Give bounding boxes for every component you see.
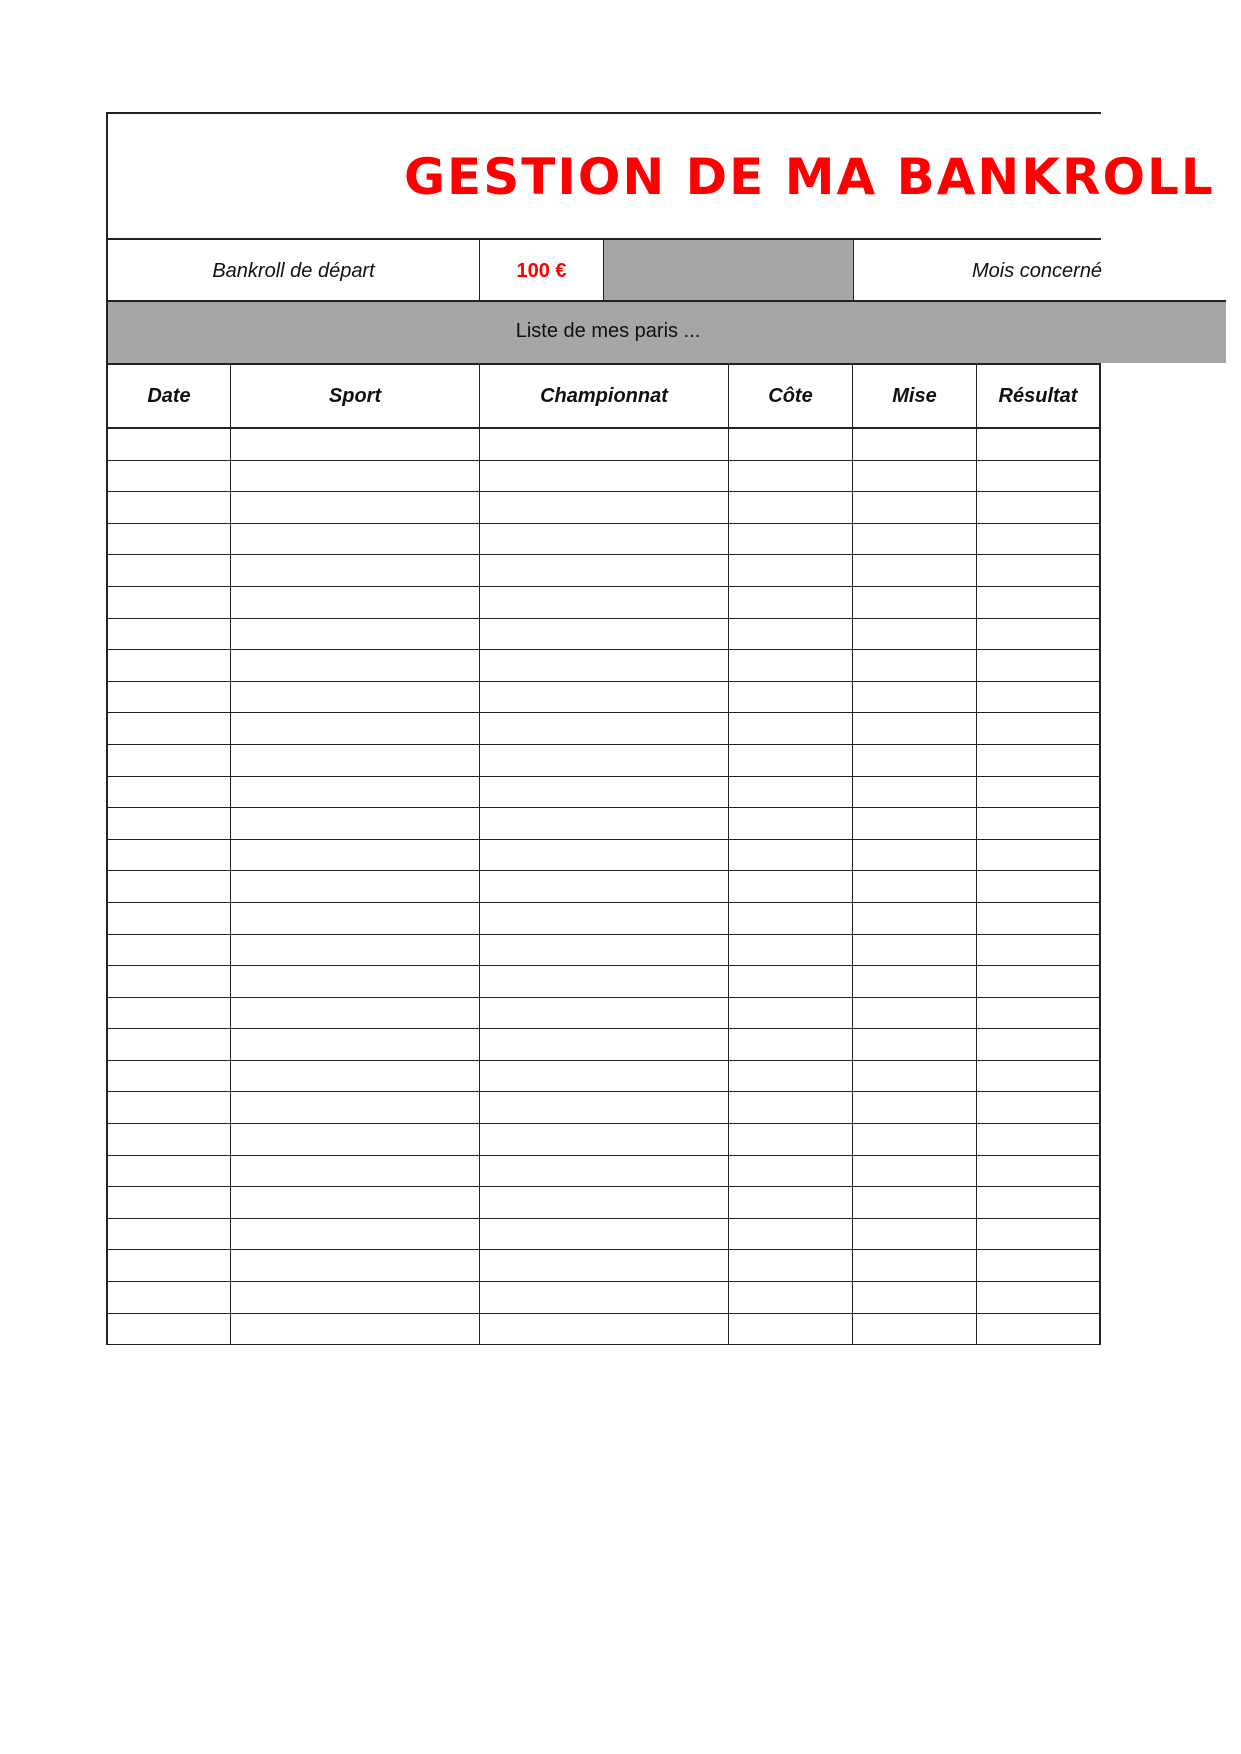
table-cell[interactable] (728, 1061, 852, 1092)
table-cell[interactable] (728, 524, 852, 555)
table-cell[interactable] (230, 935, 479, 966)
table-cell[interactable] (230, 1282, 479, 1313)
table-cell[interactable] (852, 650, 976, 681)
month-label: Mois concerné (853, 240, 1153, 302)
table-cell[interactable] (230, 492, 479, 523)
table-cell[interactable] (479, 871, 728, 902)
table-cell[interactable] (106, 555, 230, 586)
table-cell[interactable] (852, 492, 976, 523)
table-cell[interactable] (479, 587, 728, 618)
table-cell[interactable] (852, 871, 976, 902)
table-cell[interactable] (728, 1219, 852, 1250)
column-header: Championnat (479, 365, 728, 427)
table-cell[interactable] (479, 1124, 728, 1155)
table-cell[interactable] (106, 1029, 230, 1060)
table-cell[interactable] (106, 461, 230, 492)
column-header: Côte (728, 365, 852, 427)
table-cell[interactable] (728, 587, 852, 618)
table-cell[interactable] (852, 1092, 976, 1123)
table-cell[interactable] (479, 461, 728, 492)
table-row (106, 650, 1101, 682)
table-cell[interactable] (976, 840, 1101, 871)
table-cell[interactable] (230, 1250, 479, 1281)
table-cell[interactable] (728, 713, 852, 744)
table-row (106, 840, 1101, 872)
table-cell[interactable] (479, 840, 728, 871)
table-cell[interactable] (728, 1029, 852, 1060)
table-cell[interactable] (479, 1250, 728, 1281)
table-row (106, 777, 1101, 809)
table-cell[interactable] (106, 1314, 230, 1345)
column-header: Mise (852, 365, 976, 427)
table-cell[interactable] (976, 650, 1101, 681)
table-cell[interactable] (230, 1219, 479, 1250)
table-cell[interactable] (852, 935, 976, 966)
bets-list-band (106, 300, 1226, 363)
table-cell[interactable] (479, 1156, 728, 1187)
table-cell[interactable] (230, 966, 479, 997)
table-cell[interactable] (106, 903, 230, 934)
table-cell[interactable] (230, 745, 479, 776)
table-cell[interactable] (230, 555, 479, 586)
table-cell[interactable] (230, 840, 479, 871)
table-cell[interactable] (230, 1092, 479, 1123)
column-header: Sport (230, 365, 479, 427)
bankroll-row (106, 238, 1101, 302)
table-row (106, 555, 1101, 587)
table-row (106, 1061, 1101, 1093)
table-cell[interactable] (852, 745, 976, 776)
table-cell[interactable] (230, 903, 479, 934)
table-cell[interactable] (852, 1029, 976, 1060)
table-row (106, 745, 1101, 777)
table-cell[interactable] (976, 429, 1101, 460)
table-cell[interactable] (479, 903, 728, 934)
table-cell[interactable] (852, 587, 976, 618)
table-cell[interactable] (728, 555, 852, 586)
table-cell[interactable] (976, 682, 1101, 713)
table-cell[interactable] (106, 966, 230, 997)
bankroll-label: Bankroll de départ (106, 240, 479, 302)
table-cell[interactable] (852, 777, 976, 808)
table-cell[interactable] (106, 1156, 230, 1187)
table-cell[interactable] (479, 1092, 728, 1123)
table-cell[interactable] (106, 1124, 230, 1155)
table-cell[interactable] (479, 1029, 728, 1060)
table-cell[interactable] (728, 871, 852, 902)
table-cell[interactable] (976, 461, 1101, 492)
table-cell[interactable] (976, 587, 1101, 618)
table-cell[interactable] (106, 429, 230, 460)
table-cell[interactable] (976, 1314, 1101, 1345)
table-cell[interactable] (728, 461, 852, 492)
table-cell[interactable] (230, 682, 479, 713)
table-cell[interactable] (230, 998, 479, 1029)
table-row (106, 492, 1101, 524)
table-cell[interactable] (106, 492, 230, 523)
table-cell[interactable] (479, 745, 728, 776)
table-cell[interactable] (728, 777, 852, 808)
table-cell[interactable] (106, 1061, 230, 1092)
table-cell[interactable] (976, 619, 1101, 650)
table-cell[interactable] (230, 524, 479, 555)
table-cell[interactable] (728, 619, 852, 650)
table-cell[interactable] (106, 1187, 230, 1218)
table-row (106, 1156, 1101, 1188)
table-cell[interactable] (728, 998, 852, 1029)
table-cell[interactable] (230, 1187, 479, 1218)
table-cell[interactable] (230, 1314, 479, 1345)
table-cell[interactable] (852, 1156, 976, 1187)
table-cell[interactable] (479, 1219, 728, 1250)
table-cell[interactable] (106, 619, 230, 650)
table-cell[interactable] (852, 1282, 976, 1313)
column-header: Résultat (976, 365, 1101, 427)
table-cell[interactable] (230, 1029, 479, 1060)
table-cell[interactable] (479, 935, 728, 966)
table-cell[interactable] (976, 1187, 1101, 1218)
table-row (106, 524, 1101, 556)
table-cell[interactable] (976, 777, 1101, 808)
table-cell[interactable] (976, 555, 1101, 586)
bets-list-label: Liste de mes paris ... (515, 320, 701, 342)
table-cell[interactable] (479, 555, 728, 586)
table-cell[interactable] (976, 1156, 1101, 1187)
table-cell[interactable] (852, 555, 976, 586)
table-cell[interactable] (852, 619, 976, 650)
table-row (106, 461, 1101, 493)
gray-cell (603, 240, 853, 302)
table-cell[interactable] (852, 808, 976, 839)
table-cell[interactable] (479, 682, 728, 713)
table-cell[interactable] (852, 461, 976, 492)
table-cell[interactable] (852, 1187, 976, 1218)
table-cell[interactable] (728, 492, 852, 523)
table-cell[interactable] (106, 1282, 230, 1313)
table-cell[interactable] (106, 1250, 230, 1281)
table-cell[interactable] (728, 1124, 852, 1155)
bets-table (106, 363, 1101, 1345)
table-cell[interactable] (106, 524, 230, 555)
table-cell[interactable] (852, 524, 976, 555)
table-cell[interactable] (479, 429, 728, 460)
table-cell[interactable] (852, 713, 976, 744)
table-cell[interactable] (479, 1061, 728, 1092)
table-cell[interactable] (230, 619, 479, 650)
table-cell[interactable] (728, 682, 852, 713)
table-row (106, 1314, 1101, 1346)
column-header: Date (106, 365, 230, 427)
table-cell[interactable] (852, 1314, 976, 1345)
table-row (106, 619, 1101, 651)
table-cell[interactable] (728, 1187, 852, 1218)
table-cell[interactable] (106, 808, 230, 839)
table-cell[interactable] (852, 682, 976, 713)
table-cell[interactable] (728, 903, 852, 934)
table-cell[interactable] (852, 840, 976, 871)
table-cell[interactable] (728, 808, 852, 839)
table-row (106, 587, 1101, 619)
table-cell[interactable] (728, 966, 852, 997)
table-cell[interactable] (852, 1124, 976, 1155)
table-row (106, 903, 1101, 935)
table-cell[interactable] (976, 808, 1101, 839)
table-cell[interactable] (230, 808, 479, 839)
table-cell[interactable] (728, 840, 852, 871)
table-cell[interactable] (106, 1219, 230, 1250)
table-cell[interactable] (106, 998, 230, 1029)
table-row (106, 871, 1101, 903)
table-cell[interactable] (728, 1250, 852, 1281)
table-row (106, 808, 1101, 840)
title-row (106, 112, 1215, 238)
table-cell[interactable] (479, 1314, 728, 1345)
table-row (106, 998, 1101, 1030)
table-cell[interactable] (479, 492, 728, 523)
table-cell[interactable] (728, 1314, 852, 1345)
table-cell[interactable] (728, 650, 852, 681)
table-cell[interactable] (728, 1282, 852, 1313)
table-cell[interactable] (230, 713, 479, 744)
table-cell[interactable] (479, 650, 728, 681)
table-cell[interactable] (479, 713, 728, 744)
table-cell[interactable] (230, 461, 479, 492)
table-cell[interactable] (106, 1092, 230, 1123)
table-cell[interactable] (976, 1092, 1101, 1123)
bankroll-value[interactable]: 100 € (479, 240, 603, 302)
table-cell[interactable] (479, 998, 728, 1029)
table-cell[interactable] (106, 840, 230, 871)
table-cell[interactable] (852, 1250, 976, 1281)
table-cell[interactable] (479, 1187, 728, 1218)
table-row (106, 1219, 1101, 1251)
table-row (106, 1282, 1101, 1314)
table-row (106, 1187, 1101, 1219)
table-row (106, 1124, 1101, 1156)
table-cell[interactable] (230, 1061, 479, 1092)
table-cell[interactable] (976, 903, 1101, 934)
table-cell[interactable] (479, 777, 728, 808)
table-cell[interactable] (976, 1250, 1101, 1281)
table-cell[interactable] (479, 1282, 728, 1313)
table-cell[interactable] (230, 871, 479, 902)
table-cell[interactable] (106, 935, 230, 966)
table-row (106, 682, 1101, 714)
page-title: GESTION DE MA BANKROLL (404, 148, 1215, 206)
table-cell[interactable] (976, 1219, 1101, 1250)
table-cell[interactable] (230, 1124, 479, 1155)
table-cell[interactable] (976, 1282, 1101, 1313)
table-cell[interactable] (852, 998, 976, 1029)
table-row (106, 935, 1101, 967)
table-cell[interactable] (728, 1156, 852, 1187)
table-cell[interactable] (479, 619, 728, 650)
table-cell[interactable] (976, 524, 1101, 555)
table-cell[interactable] (106, 650, 230, 681)
table-cell[interactable] (976, 713, 1101, 744)
table-cell[interactable] (976, 871, 1101, 902)
table-cell[interactable] (479, 524, 728, 555)
table-cell[interactable] (852, 429, 976, 460)
table-cell[interactable] (230, 429, 479, 460)
table-cell[interactable] (728, 429, 852, 460)
table-cell[interactable] (852, 1219, 976, 1250)
table-cell[interactable] (852, 1061, 976, 1092)
table-row (106, 966, 1101, 998)
table-cell[interactable] (976, 935, 1101, 966)
table-cell[interactable] (976, 1029, 1101, 1060)
table-cell[interactable] (976, 1124, 1101, 1155)
table-cell[interactable] (728, 1092, 852, 1123)
table-cell[interactable] (106, 871, 230, 902)
table-cell[interactable] (976, 966, 1101, 997)
table-cell[interactable] (230, 650, 479, 681)
table-cell[interactable] (976, 492, 1101, 523)
table-cell[interactable] (106, 587, 230, 618)
table-cell[interactable] (728, 935, 852, 966)
table-row (106, 1250, 1101, 1282)
table-cell[interactable] (479, 808, 728, 839)
table-cell[interactable] (976, 1061, 1101, 1092)
table-row (106, 713, 1101, 745)
table-cell[interactable] (852, 903, 976, 934)
table-cell[interactable] (106, 777, 230, 808)
table-cell[interactable] (728, 745, 852, 776)
table-cell[interactable] (976, 998, 1101, 1029)
table-row (106, 1029, 1101, 1061)
table-cell[interactable] (852, 966, 976, 997)
table-cell[interactable] (230, 1156, 479, 1187)
table-row (106, 1092, 1101, 1124)
table-cell[interactable] (230, 777, 479, 808)
table-row (106, 429, 1101, 461)
table-cell[interactable] (976, 745, 1101, 776)
table-cell[interactable] (230, 587, 479, 618)
table-cell[interactable] (106, 713, 230, 744)
table-header (106, 365, 1101, 429)
table-cell[interactable] (479, 966, 728, 997)
table-cell[interactable] (106, 682, 230, 713)
table-cell[interactable] (106, 745, 230, 776)
